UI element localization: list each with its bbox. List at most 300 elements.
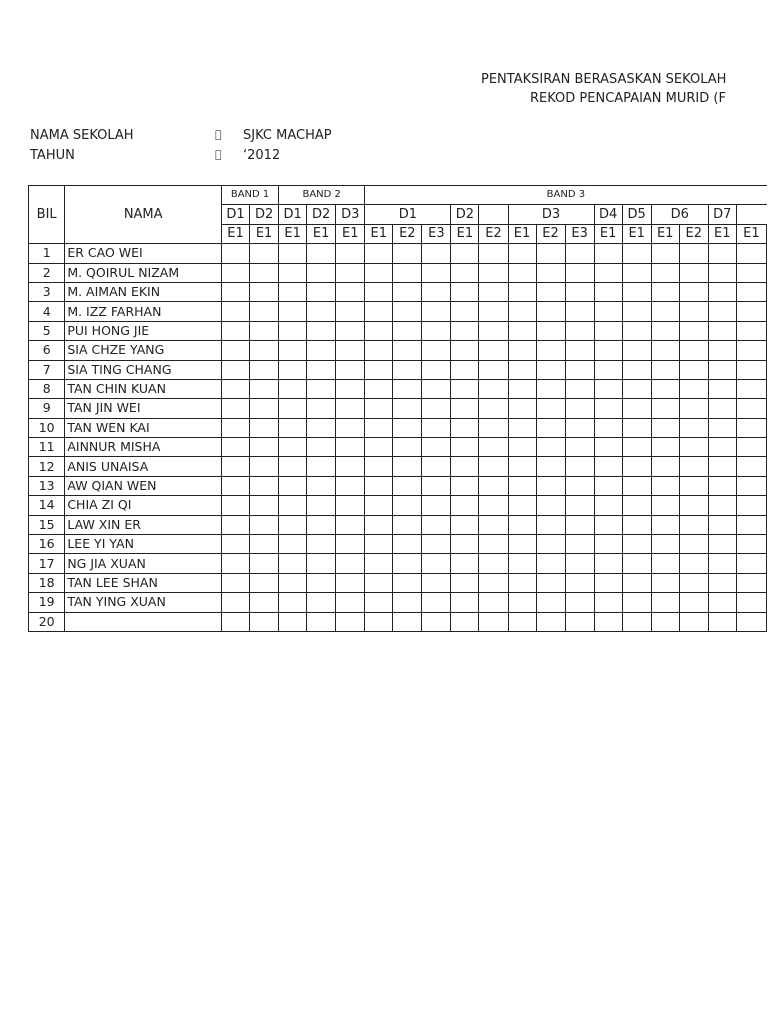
score-cell[interactable] [651,302,679,321]
score-cell[interactable] [393,593,422,612]
score-cell[interactable] [708,341,736,360]
score-cell[interactable] [565,302,594,321]
score-cell[interactable] [393,418,422,437]
score-cell[interactable] [679,263,708,282]
score-cell[interactable] [365,612,393,631]
score-cell[interactable] [279,612,307,631]
score-cell[interactable] [336,457,365,476]
score-cell[interactable] [336,379,365,398]
score-cell[interactable] [736,263,766,282]
score-cell[interactable] [479,321,508,340]
score-cell[interactable] [422,399,451,418]
score-cell[interactable] [708,263,736,282]
score-cell[interactable] [594,535,622,554]
score-cell[interactable] [279,379,307,398]
score-cell[interactable] [307,360,336,379]
score-cell[interactable] [508,612,536,631]
score-cell[interactable] [365,496,393,515]
score-cell[interactable] [536,554,565,573]
score-cell[interactable] [365,554,393,573]
score-cell[interactable] [565,399,594,418]
score-cell[interactable] [222,302,250,321]
score-cell[interactable] [594,418,622,437]
score-cell[interactable] [479,399,508,418]
score-cell[interactable] [422,593,451,612]
score-cell[interactable] [508,438,536,457]
score-cell[interactable] [393,438,422,457]
score-cell[interactable] [307,535,336,554]
score-cell[interactable] [679,321,708,340]
score-cell[interactable] [679,593,708,612]
score-cell[interactable] [679,554,708,573]
score-cell[interactable] [393,282,422,301]
score-cell[interactable] [365,573,393,592]
score-cell[interactable] [365,515,393,534]
score-cell[interactable] [565,535,594,554]
score-cell[interactable] [508,379,536,398]
score-cell[interactable] [536,321,565,340]
score-cell[interactable] [565,379,594,398]
score-cell[interactable] [594,282,622,301]
score-cell[interactable] [651,263,679,282]
score-cell[interactable] [536,341,565,360]
score-cell[interactable] [736,321,766,340]
score-cell[interactable] [451,593,479,612]
score-cell[interactable] [422,379,451,398]
score-cell[interactable] [622,263,651,282]
score-cell[interactable] [508,360,536,379]
score-cell[interactable] [651,593,679,612]
score-cell[interactable] [222,418,250,437]
score-cell[interactable] [622,360,651,379]
score-cell[interactable] [622,399,651,418]
score-cell[interactable] [250,282,279,301]
score-cell[interactable] [250,302,279,321]
score-cell[interactable] [651,244,679,263]
score-cell[interactable] [222,573,250,592]
score-cell[interactable] [565,554,594,573]
score-cell[interactable] [708,573,736,592]
score-cell[interactable] [451,302,479,321]
score-cell[interactable] [708,612,736,631]
score-cell[interactable] [565,612,594,631]
score-cell[interactable] [422,457,451,476]
score-cell[interactable] [393,554,422,573]
score-cell[interactable] [594,360,622,379]
score-cell[interactable] [651,573,679,592]
score-cell[interactable] [479,244,508,263]
score-cell[interactable] [336,496,365,515]
score-cell[interactable] [622,612,651,631]
score-cell[interactable] [451,438,479,457]
score-cell[interactable] [222,476,250,495]
score-cell[interactable] [679,515,708,534]
score-cell[interactable] [565,282,594,301]
score-cell[interactable] [679,457,708,476]
score-cell[interactable] [365,476,393,495]
score-cell[interactable] [250,418,279,437]
score-cell[interactable] [307,593,336,612]
score-cell[interactable] [679,573,708,592]
score-cell[interactable] [736,593,766,612]
score-cell[interactable] [279,341,307,360]
score-cell[interactable] [365,321,393,340]
score-cell[interactable] [222,554,250,573]
score-cell[interactable] [679,379,708,398]
score-cell[interactable] [336,612,365,631]
score-cell[interactable] [536,438,565,457]
score-cell[interactable] [250,399,279,418]
score-cell[interactable] [422,263,451,282]
score-cell[interactable] [651,360,679,379]
score-cell[interactable] [651,341,679,360]
score-cell[interactable] [736,438,766,457]
score-cell[interactable] [622,496,651,515]
score-cell[interactable] [422,244,451,263]
score-cell[interactable] [679,360,708,379]
score-cell[interactable] [279,244,307,263]
score-cell[interactable] [365,282,393,301]
score-cell[interactable] [708,554,736,573]
score-cell[interactable] [479,573,508,592]
score-cell[interactable] [250,379,279,398]
score-cell[interactable] [594,399,622,418]
score-cell[interactable] [679,341,708,360]
score-cell[interactable] [594,341,622,360]
score-cell[interactable] [222,535,250,554]
score-cell[interactable] [622,573,651,592]
score-cell[interactable] [708,496,736,515]
score-cell[interactable] [479,282,508,301]
score-cell[interactable] [393,302,422,321]
score-cell[interactable] [651,612,679,631]
score-cell[interactable] [393,496,422,515]
score-cell[interactable] [679,612,708,631]
score-cell[interactable] [565,476,594,495]
score-cell[interactable] [393,341,422,360]
score-cell[interactable] [508,573,536,592]
score-cell[interactable] [622,457,651,476]
score-cell[interactable] [279,263,307,282]
score-cell[interactable] [736,535,766,554]
score-cell[interactable] [736,476,766,495]
score-cell[interactable] [651,282,679,301]
score-cell[interactable] [222,244,250,263]
score-cell[interactable] [708,244,736,263]
score-cell[interactable] [279,535,307,554]
score-cell[interactable] [508,263,536,282]
score-cell[interactable] [594,379,622,398]
score-cell[interactable] [736,554,766,573]
score-cell[interactable] [679,496,708,515]
score-cell[interactable] [508,302,536,321]
score-cell[interactable] [736,418,766,437]
score-cell[interactable] [393,476,422,495]
score-cell[interactable] [479,457,508,476]
score-cell[interactable] [622,379,651,398]
score-cell[interactable] [594,476,622,495]
score-cell[interactable] [422,360,451,379]
score-cell[interactable] [451,379,479,398]
score-cell[interactable] [594,302,622,321]
score-cell[interactable] [736,282,766,301]
score-cell[interactable] [565,263,594,282]
score-cell[interactable] [365,457,393,476]
score-cell[interactable] [651,399,679,418]
score-cell[interactable] [250,457,279,476]
score-cell[interactable] [365,263,393,282]
score-cell[interactable] [336,554,365,573]
score-cell[interactable] [565,321,594,340]
score-cell[interactable] [451,263,479,282]
score-cell[interactable] [307,282,336,301]
score-cell[interactable] [708,515,736,534]
score-cell[interactable] [451,496,479,515]
score-cell[interactable] [651,457,679,476]
score-cell[interactable] [336,244,365,263]
score-cell[interactable] [250,438,279,457]
score-cell[interactable] [336,282,365,301]
score-cell[interactable] [508,457,536,476]
score-cell[interactable] [594,438,622,457]
score-cell[interactable] [508,476,536,495]
score-cell[interactable] [622,476,651,495]
score-cell[interactable] [422,612,451,631]
score-cell[interactable] [451,476,479,495]
score-cell[interactable] [393,321,422,340]
score-cell[interactable] [307,302,336,321]
score-cell[interactable] [279,573,307,592]
score-cell[interactable] [708,282,736,301]
score-cell[interactable] [279,418,307,437]
score-cell[interactable] [222,515,250,534]
score-cell[interactable] [736,341,766,360]
score-cell[interactable] [594,554,622,573]
score-cell[interactable] [336,593,365,612]
score-cell[interactable] [451,554,479,573]
score-cell[interactable] [679,282,708,301]
score-cell[interactable] [708,457,736,476]
score-cell[interactable] [365,360,393,379]
score-cell[interactable] [536,244,565,263]
score-cell[interactable] [307,457,336,476]
score-cell[interactable] [651,321,679,340]
score-cell[interactable] [565,593,594,612]
score-cell[interactable] [250,321,279,340]
score-cell[interactable] [508,321,536,340]
score-cell[interactable] [479,476,508,495]
score-cell[interactable] [250,360,279,379]
score-cell[interactable] [250,573,279,592]
score-cell[interactable] [736,573,766,592]
score-cell[interactable] [250,554,279,573]
score-cell[interactable] [336,399,365,418]
score-cell[interactable] [222,263,250,282]
score-cell[interactable] [508,554,536,573]
score-cell[interactable] [565,418,594,437]
score-cell[interactable] [708,418,736,437]
score-cell[interactable] [451,360,479,379]
score-cell[interactable] [279,438,307,457]
score-cell[interactable] [451,457,479,476]
score-cell[interactable] [222,341,250,360]
score-cell[interactable] [651,476,679,495]
score-cell[interactable] [594,515,622,534]
score-cell[interactable] [622,593,651,612]
score-cell[interactable] [651,515,679,534]
score-cell[interactable] [679,438,708,457]
score-cell[interactable] [451,341,479,360]
score-cell[interactable] [479,496,508,515]
score-cell[interactable] [393,244,422,263]
score-cell[interactable] [651,496,679,515]
score-cell[interactable] [222,321,250,340]
score-cell[interactable] [393,399,422,418]
score-cell[interactable] [336,418,365,437]
score-cell[interactable] [451,573,479,592]
score-cell[interactable] [365,244,393,263]
score-cell[interactable] [365,593,393,612]
score-cell[interactable] [422,341,451,360]
score-cell[interactable] [622,244,651,263]
score-cell[interactable] [279,476,307,495]
score-cell[interactable] [536,457,565,476]
score-cell[interactable] [393,573,422,592]
score-cell[interactable] [365,535,393,554]
score-cell[interactable] [422,476,451,495]
score-cell[interactable] [479,593,508,612]
score-cell[interactable] [651,418,679,437]
score-cell[interactable] [393,535,422,554]
score-cell[interactable] [708,535,736,554]
score-cell[interactable] [336,515,365,534]
score-cell[interactable] [279,282,307,301]
score-cell[interactable] [336,535,365,554]
score-cell[interactable] [508,496,536,515]
score-cell[interactable] [279,496,307,515]
score-cell[interactable] [736,612,766,631]
score-cell[interactable] [479,263,508,282]
score-cell[interactable] [536,593,565,612]
score-cell[interactable] [222,496,250,515]
score-cell[interactable] [622,438,651,457]
score-cell[interactable] [307,554,336,573]
score-cell[interactable] [479,554,508,573]
score-cell[interactable] [307,573,336,592]
score-cell[interactable] [736,515,766,534]
score-cell[interactable] [736,379,766,398]
score-cell[interactable] [365,438,393,457]
score-cell[interactable] [536,535,565,554]
score-cell[interactable] [708,438,736,457]
score-cell[interactable] [279,457,307,476]
score-cell[interactable] [336,476,365,495]
score-cell[interactable] [336,302,365,321]
score-cell[interactable] [393,515,422,534]
score-cell[interactable] [594,612,622,631]
score-cell[interactable] [451,321,479,340]
score-cell[interactable] [365,379,393,398]
score-cell[interactable] [536,360,565,379]
score-cell[interactable] [622,282,651,301]
score-cell[interactable] [565,341,594,360]
score-cell[interactable] [393,457,422,476]
score-cell[interactable] [222,399,250,418]
score-cell[interactable] [422,496,451,515]
score-cell[interactable] [393,379,422,398]
score-cell[interactable] [451,612,479,631]
score-cell[interactable] [565,244,594,263]
score-cell[interactable] [365,399,393,418]
score-cell[interactable] [679,244,708,263]
score-cell[interactable] [307,438,336,457]
score-cell[interactable] [250,496,279,515]
score-cell[interactable] [451,535,479,554]
score-cell[interactable] [508,282,536,301]
score-cell[interactable] [222,360,250,379]
score-cell[interactable] [250,515,279,534]
score-cell[interactable] [222,438,250,457]
score-cell[interactable] [622,418,651,437]
score-cell[interactable] [536,302,565,321]
score-cell[interactable] [279,593,307,612]
score-cell[interactable] [536,379,565,398]
score-cell[interactable] [565,360,594,379]
score-cell[interactable] [565,515,594,534]
score-cell[interactable] [651,438,679,457]
score-cell[interactable] [508,341,536,360]
score-cell[interactable] [222,457,250,476]
score-cell[interactable] [622,321,651,340]
score-cell[interactable] [536,612,565,631]
score-cell[interactable] [536,399,565,418]
score-cell[interactable] [565,573,594,592]
score-cell[interactable] [336,438,365,457]
score-cell[interactable] [736,457,766,476]
score-cell[interactable] [451,282,479,301]
score-cell[interactable] [479,612,508,631]
score-cell[interactable] [279,554,307,573]
score-cell[interactable] [594,321,622,340]
score-cell[interactable] [451,418,479,437]
score-cell[interactable] [451,515,479,534]
score-cell[interactable] [622,535,651,554]
score-cell[interactable] [508,399,536,418]
score-cell[interactable] [708,593,736,612]
score-cell[interactable] [479,515,508,534]
score-cell[interactable] [622,515,651,534]
score-cell[interactable] [651,554,679,573]
score-cell[interactable] [622,554,651,573]
score-cell[interactable] [307,244,336,263]
score-cell[interactable] [679,302,708,321]
score-cell[interactable] [708,476,736,495]
score-cell[interactable] [279,515,307,534]
score-cell[interactable] [594,457,622,476]
score-cell[interactable] [336,341,365,360]
score-cell[interactable] [479,379,508,398]
score-cell[interactable] [250,476,279,495]
score-cell[interactable] [736,360,766,379]
score-cell[interactable] [393,360,422,379]
score-cell[interactable] [250,263,279,282]
score-cell[interactable] [451,399,479,418]
score-cell[interactable] [508,593,536,612]
score-cell[interactable] [479,302,508,321]
score-cell[interactable] [279,360,307,379]
score-cell[interactable] [422,302,451,321]
score-cell[interactable] [508,535,536,554]
